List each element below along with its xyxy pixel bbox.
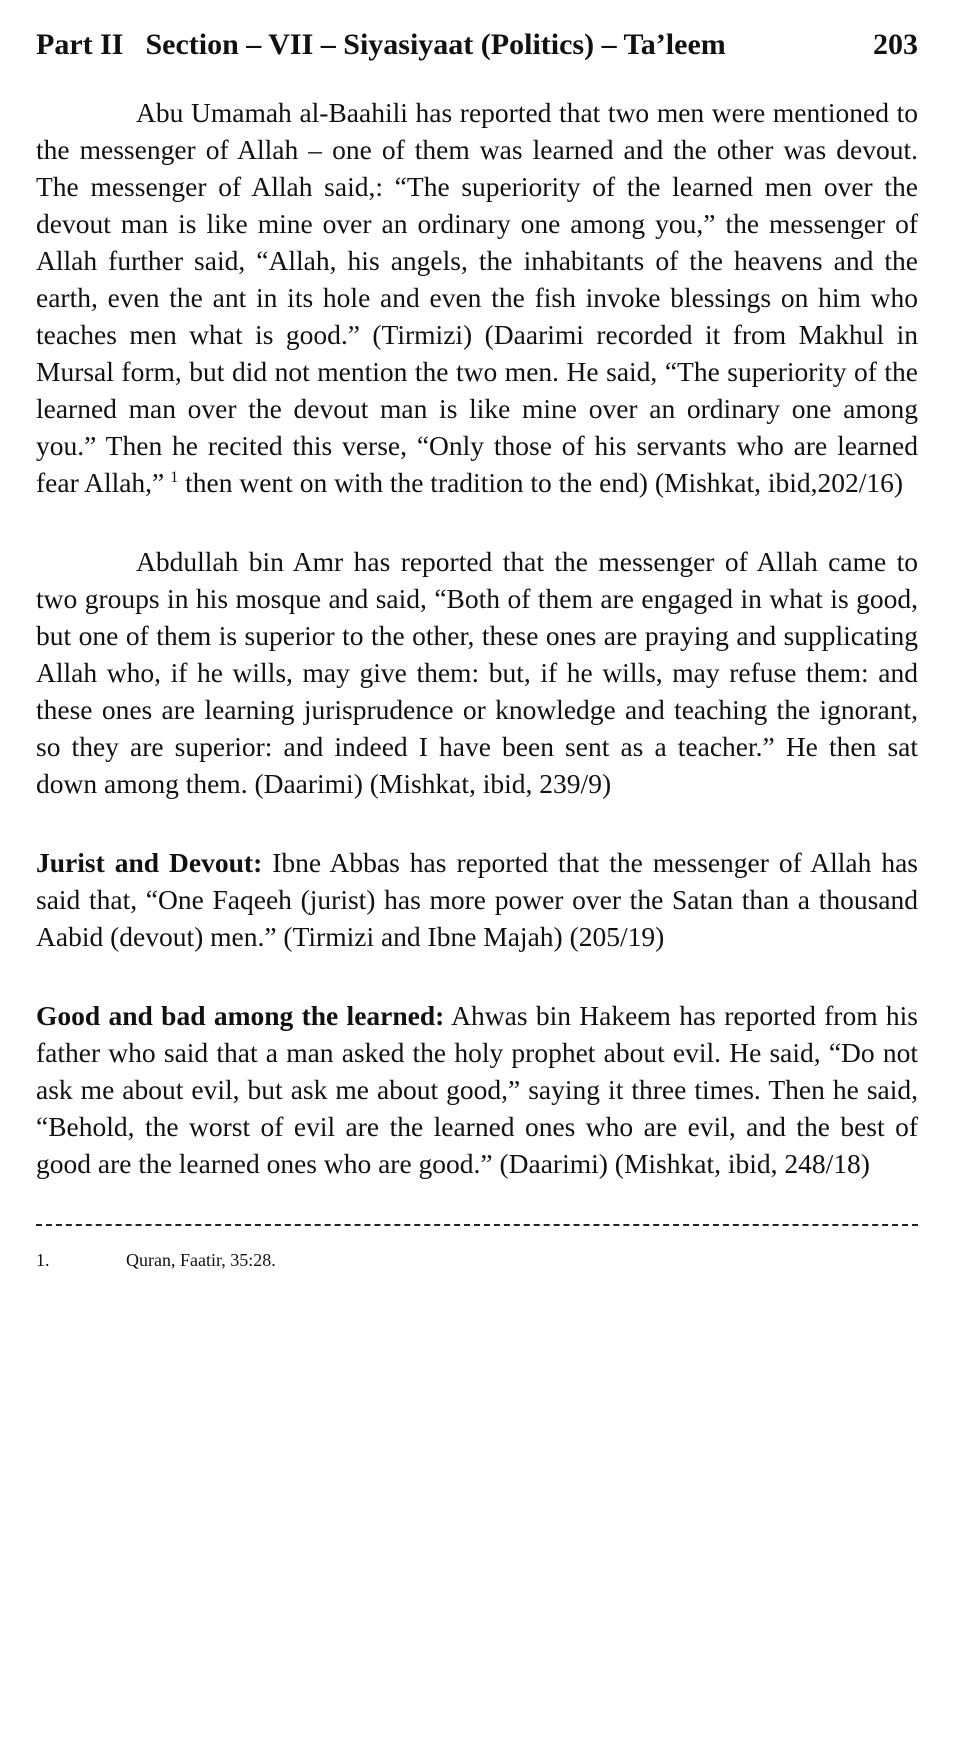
paragraph-good-and-bad xyxy=(36,997,918,1182)
paragraph-abdullah-bin-amr xyxy=(36,543,918,802)
running-title xyxy=(36,22,726,68)
footnote-text: Quran, Faatir, 35:28. xyxy=(126,1250,276,1270)
page-number: 203 xyxy=(873,28,918,61)
footnote-item xyxy=(36,1250,918,1271)
footnote-reference[interactable]: 1 xyxy=(170,468,179,486)
paragraph-text: Abdullah bin Amr has reported that the messenger of Allah came to two groups in his mosque and said, “Both of them are engaged in what is good, but one of them is superior to the other, these ones are praying and supplicating Allah who, if he wills, may give them: but, if he wills, may refuse them: and these ones are learning jurisprudence or knowledge and teaching the ignorant, so they are superior: and indeed I have been sent as a teacher.” He then sat down among them. (Daarimi) (Mishkat, ibid, 239/9) xyxy=(36,546,918,799)
paragraph-jurist-and-devout xyxy=(36,844,918,955)
paragraph-text: Ahwas bin Hakeem has reported from his father who said that a man asked the holy prophet about evil. He said, “Do not ask me about evil, but ask me about good,” saying it three times. Then he said, “Behold, the worst of evil are the learned ones who are evil, and the best of good are the learned ones who are good.” (Daarimi) (Mishkat, ibid, 248/18) xyxy=(36,1000,919,1179)
paragraph-text-end: then went on with the tradition to the end) (Mishkat, ibid,202/16) xyxy=(185,467,904,498)
section-heading: Jurist and Devout: xyxy=(36,847,263,878)
footnote-divider xyxy=(36,1224,918,1226)
section-heading: Good and bad among the learned: xyxy=(36,1000,445,1031)
page-header xyxy=(36,22,918,68)
header-section-title: Section – VII – Siyasiyaat (Politics) – Ta’leem xyxy=(145,28,726,61)
paragraph-abu-umamah xyxy=(36,94,918,501)
footnote-number: 1. xyxy=(36,1250,50,1270)
paragraph-text: Abu Umamah al-Baahili has reported that two men were mentioned to the messenger of Allah – one of them was learned and the other was devout. The messenger of Allah said,: “The superiority of the learned men over the devout man is like mine over an ordinary one among you,” the messenger of Allah further said, “Allah, his angels, the inhabitants of the heavens and the earth, even the ant in its hole and even the fish invoke blessings on him who teaches men what is good.” (Tirmizi) (Daarimi recorded it from Makhul in Mursal form, but did not mention the two men. He said, “The superiority of the learned man over the devout man is like mine over an ordinary one among you.” Then he recited this verse, “Only those of his servants who are learned fear Allah,” xyxy=(36,97,918,498)
paragraph-text: Ibne Abbas has reported that the messenger of Allah has said that, “One Faqeeh (jurist) has more power over the Satan than a thousand Aabid (devout) men.” (Tirmizi and Ibne Majah) (205/19) xyxy=(36,847,919,952)
header-part: Part II xyxy=(36,28,124,61)
document-page xyxy=(36,22,918,1271)
